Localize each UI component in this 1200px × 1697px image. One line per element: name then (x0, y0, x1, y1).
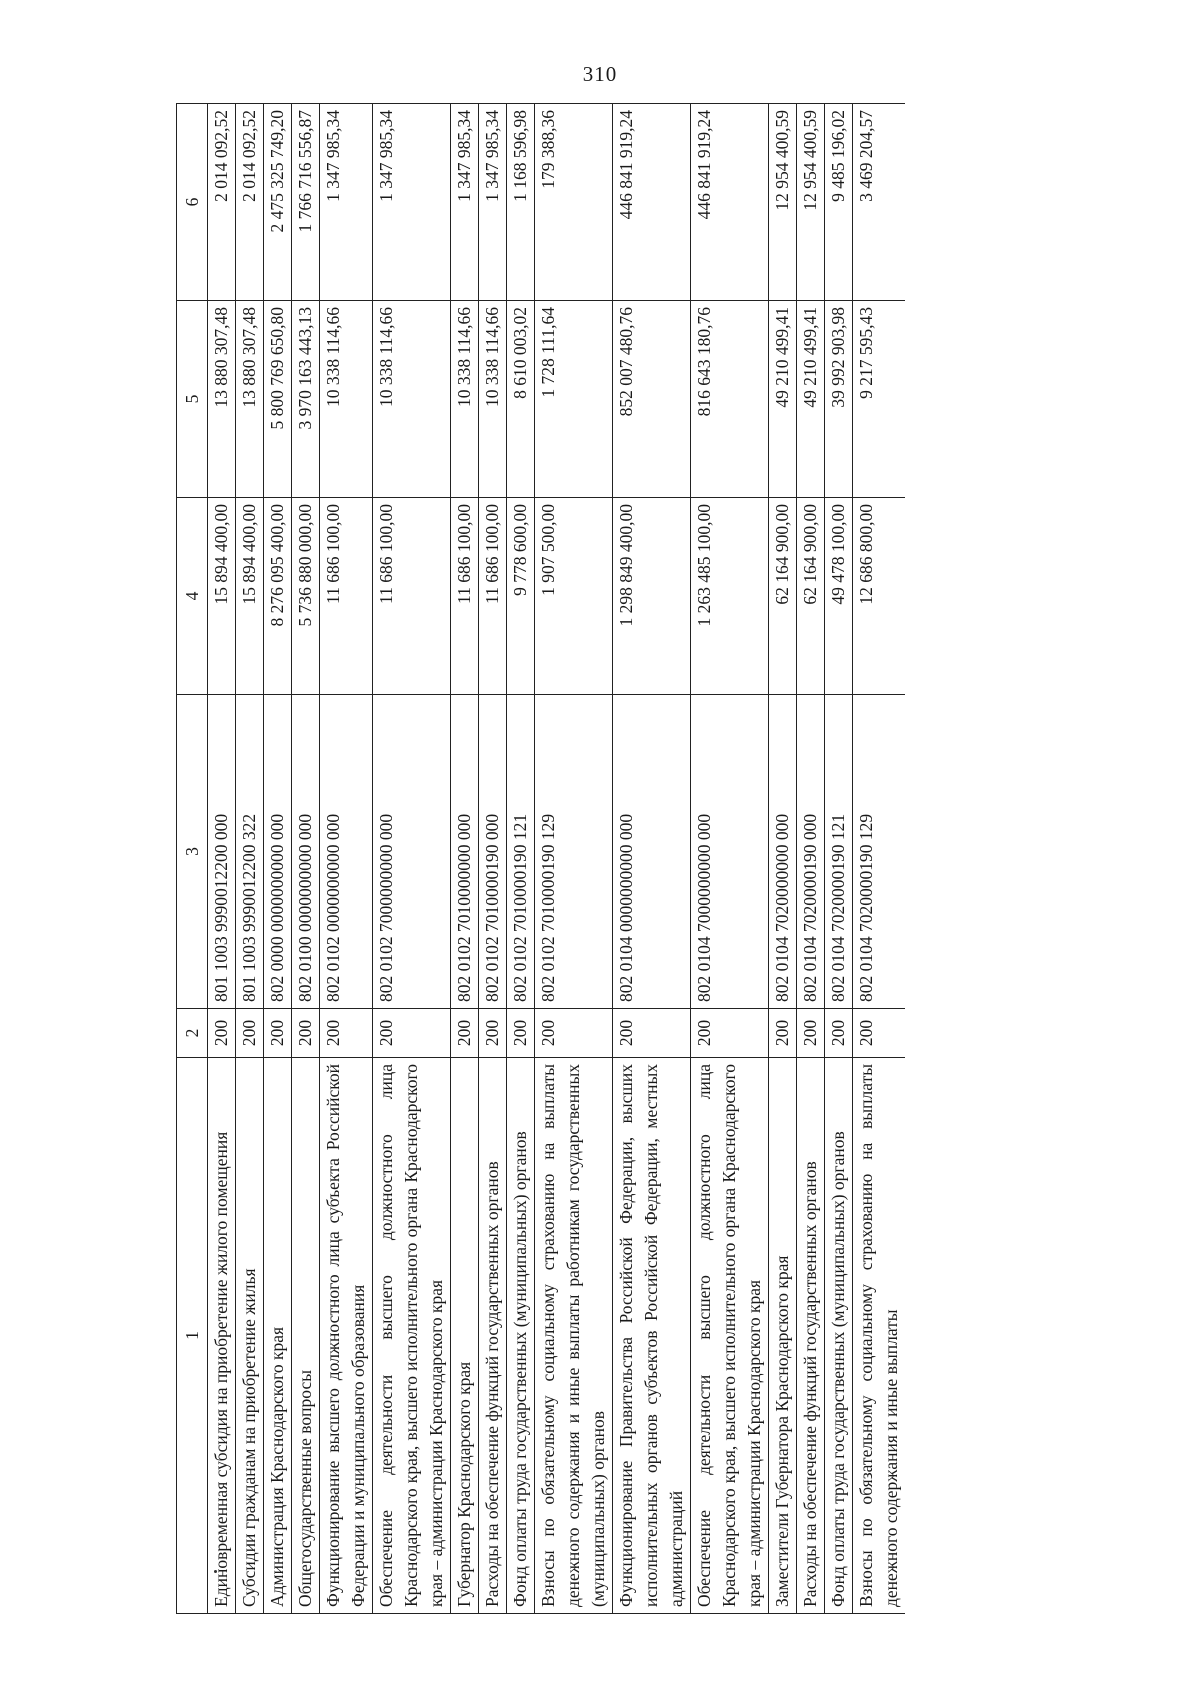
row-executed-amount-cell: 10 338 114,66 (320, 301, 373, 498)
row-code-cell: 802 0102 7010000190 000 (479, 695, 507, 1009)
row-name-cell: Администрация Краснодарского края (264, 1058, 292, 1614)
row-code-cell: 802 0104 7020000190 000 (797, 695, 825, 1009)
row-approved-amount-cell: 1 263 485 100,00 (691, 498, 769, 695)
row-code-cell: 802 0104 7020000190 129 (853, 695, 906, 1009)
page-number: 310 (582, 62, 618, 86)
row-section-cell: 200 (236, 1009, 264, 1058)
row-executed-amount-cell: 1 728 111,64 (535, 301, 613, 498)
table-row (479, 104, 507, 1614)
row-approved-amount-cell: 15 894 400,00 (208, 498, 236, 695)
table-row (236, 104, 264, 1614)
row-code-cell: 802 0104 7000000000 000 (691, 695, 769, 1009)
row-unexecuted-amount-cell: 12 954 400,59 (797, 104, 825, 301)
row-executed-amount-cell: 13 880 307,48 (208, 301, 236, 498)
row-name-cell: Губернатор Краснодарского края (451, 1058, 479, 1614)
row-code-cell: 802 0000 0000000000 000 (264, 695, 292, 1009)
row-code-cell: 802 0104 7020000000 000 (769, 695, 797, 1009)
row-approved-amount-cell: 15 894 400,00 (236, 498, 264, 695)
table-row (769, 104, 797, 1614)
row-approved-amount-cell: 12 686 800,00 (853, 498, 906, 695)
row-executed-amount-cell: 10 338 114,66 (479, 301, 507, 498)
row-unexecuted-amount-cell: 1 347 985,34 (479, 104, 507, 301)
header-col-2: 2 (177, 1009, 208, 1058)
row-code-cell: 802 0102 7010000190 129 (535, 695, 613, 1009)
row-name-cell: Расходы на обеспечение функций государственных органов (479, 1058, 507, 1614)
row-section-cell: 200 (320, 1009, 373, 1058)
row-executed-amount-cell: 816 643 180,76 (691, 301, 769, 498)
row-code-cell: 801 1003 9990012200 000 (208, 695, 236, 1009)
row-executed-amount-cell: 3 970 163 443,13 (292, 301, 320, 498)
row-executed-amount-cell: 9 217 595,43 (853, 301, 906, 498)
table-row (373, 104, 451, 1614)
row-section-cell: 200 (292, 1009, 320, 1058)
row-unexecuted-amount-cell: 2 014 092,52 (236, 104, 264, 301)
row-unexecuted-amount-cell: 2 014 092,52 (208, 104, 236, 301)
row-approved-amount-cell: 8 276 095 400,00 (264, 498, 292, 695)
row-name-cell: Субсидии гражданам на приобретение жилья (236, 1058, 264, 1614)
row-code-cell: 802 0102 7010000190 121 (507, 695, 535, 1009)
row-name-cell: Фонд оплаты труда государственных (муниципальных) органов (507, 1058, 535, 1614)
table-row (797, 104, 825, 1614)
row-section-cell: 200 (373, 1009, 451, 1058)
row-code-cell: 802 0102 7010000000 000 (451, 695, 479, 1009)
row-section-cell: 200 (479, 1009, 507, 1058)
row-unexecuted-amount-cell: 2 475 325 749,20 (264, 104, 292, 301)
row-unexecuted-amount-cell: 9 485 196,02 (825, 104, 853, 301)
row-name-cell: Расходы на обеспечение функций государственных органов (797, 1058, 825, 1614)
row-approved-amount-cell: 11 686 100,00 (320, 498, 373, 695)
row-approved-amount-cell: 11 686 100,00 (373, 498, 451, 695)
row-unexecuted-amount-cell: 12 954 400,59 (769, 104, 797, 301)
row-code-cell: 802 0104 7020000190 121 (825, 695, 853, 1009)
table-row (613, 104, 691, 1614)
row-section-cell: 200 (825, 1009, 853, 1058)
row-section-cell: 200 (769, 1009, 797, 1058)
row-executed-amount-cell: 49 210 499,41 (797, 301, 825, 498)
budget-table (176, 103, 905, 1614)
row-approved-amount-cell: 11 686 100,00 (479, 498, 507, 695)
row-executed-amount-cell: 8 610 003,02 (507, 301, 535, 498)
row-approved-amount-cell: 49 478 100,00 (825, 498, 853, 695)
header-col-6: 6 (177, 104, 208, 301)
row-code-cell: 801 1003 9990012200 322 (236, 695, 264, 1009)
header-col-3: 3 (177, 695, 208, 1009)
row-name-cell: Взносы по обязательному социальному страхованию на выплаты денежного содержания и иные выплаты (853, 1058, 906, 1614)
table-row (208, 104, 236, 1614)
table-row (264, 104, 292, 1614)
row-section-cell: 200 (264, 1009, 292, 1058)
row-executed-amount-cell: 13 880 307,48 (236, 301, 264, 498)
row-name-cell: Единовременная субсидия на приобретение жилого помещения (208, 1058, 236, 1614)
row-approved-amount-cell: 1 907 500,00 (535, 498, 613, 695)
row-name-cell: Функционирование Правительства Российской Федерации, высших исполнительных органов субъектов Российской Федерации, местных администраций (613, 1058, 691, 1614)
row-name-cell: Взносы по обязательному социальному страхованию на выплаты денежного содержания и иные выплаты работникам государственных (муниципальных) органов (535, 1058, 613, 1614)
row-unexecuted-amount-cell: 1 347 985,34 (451, 104, 479, 301)
row-approved-amount-cell: 11 686 100,00 (451, 498, 479, 695)
row-name-cell: Функционирование высшего должностного лица субъекта Российской Федерации и муниципального образования (320, 1058, 373, 1614)
row-section-cell: 200 (797, 1009, 825, 1058)
row-section-cell: 200 (691, 1009, 769, 1058)
row-section-cell: 200 (451, 1009, 479, 1058)
row-executed-amount-cell: 5 800 769 650,80 (264, 301, 292, 498)
row-approved-amount-cell: 1 298 849 400,00 (613, 498, 691, 695)
row-name-cell: Заместители Губернатора Краснодарского края (769, 1058, 797, 1614)
header-col-4: 4 (177, 498, 208, 695)
row-code-cell: 802 0102 7000000000 000 (373, 695, 451, 1009)
row-unexecuted-amount-cell: 446 841 919,24 (691, 104, 769, 301)
row-unexecuted-amount-cell: 1 766 716 556,87 (292, 104, 320, 301)
row-code-cell: 802 0104 0000000000 000 (613, 695, 691, 1009)
table-row (451, 104, 479, 1614)
row-executed-amount-cell: 10 338 114,66 (451, 301, 479, 498)
table-row (853, 104, 906, 1614)
row-section-cell: 200 (535, 1009, 613, 1058)
row-unexecuted-amount-cell: 1 168 596,98 (507, 104, 535, 301)
header-col-5: 5 (177, 301, 208, 498)
table-row (535, 104, 613, 1614)
table-row (825, 104, 853, 1614)
row-approved-amount-cell: 62 164 900,00 (769, 498, 797, 695)
row-unexecuted-amount-cell: 446 841 919,24 (613, 104, 691, 301)
row-approved-amount-cell: 62 164 900,00 (797, 498, 825, 695)
row-name-cell: Обеспечение деятельности высшего должностного лица Краснодарского края, высшего исполнительного органа Краснодарского края – администрации Краснодарского края (691, 1058, 769, 1614)
row-approved-amount-cell: 5 736 880 000,00 (292, 498, 320, 695)
row-unexecuted-amount-cell: 1 347 985,34 (373, 104, 451, 301)
row-executed-amount-cell: 10 338 114,66 (373, 301, 451, 498)
row-name-cell: Общегосударственные вопросы (292, 1058, 320, 1614)
row-section-cell: 200 (613, 1009, 691, 1058)
rotated-table (176, 104, 905, 1614)
row-unexecuted-amount-cell: 179 388,36 (535, 104, 613, 301)
row-unexecuted-amount-cell: 1 347 985,34 (320, 104, 373, 301)
row-section-cell: 200 (853, 1009, 906, 1058)
header-col-1: 1 (177, 1058, 208, 1614)
row-section-cell: 200 (208, 1009, 236, 1058)
row-executed-amount-cell: 49 210 499,41 (769, 301, 797, 498)
table-row (691, 104, 769, 1614)
row-name-cell: Фонд оплаты труда государственных (муниципальных) органов (825, 1058, 853, 1614)
row-name-cell: Обеспечение деятельности высшего должностного лица Краснодарского края, высшего исполнительного органа Краснодарского края – администрации Краснодарского края (373, 1058, 451, 1614)
table-row (507, 104, 535, 1614)
row-code-cell: 802 0102 0000000000 000 (320, 695, 373, 1009)
table-row (320, 104, 373, 1614)
row-approved-amount-cell: 9 778 600,00 (507, 498, 535, 695)
rotated-table-area (176, 104, 1101, 1614)
row-unexecuted-amount-cell: 3 469 204,57 (853, 104, 906, 301)
row-section-cell: 200 (507, 1009, 535, 1058)
header-row (177, 104, 208, 1614)
row-executed-amount-cell: 39 992 903,98 (825, 301, 853, 498)
row-executed-amount-cell: 852 007 480,76 (613, 301, 691, 498)
table-row (292, 104, 320, 1614)
row-code-cell: 802 0100 0000000000 000 (292, 695, 320, 1009)
